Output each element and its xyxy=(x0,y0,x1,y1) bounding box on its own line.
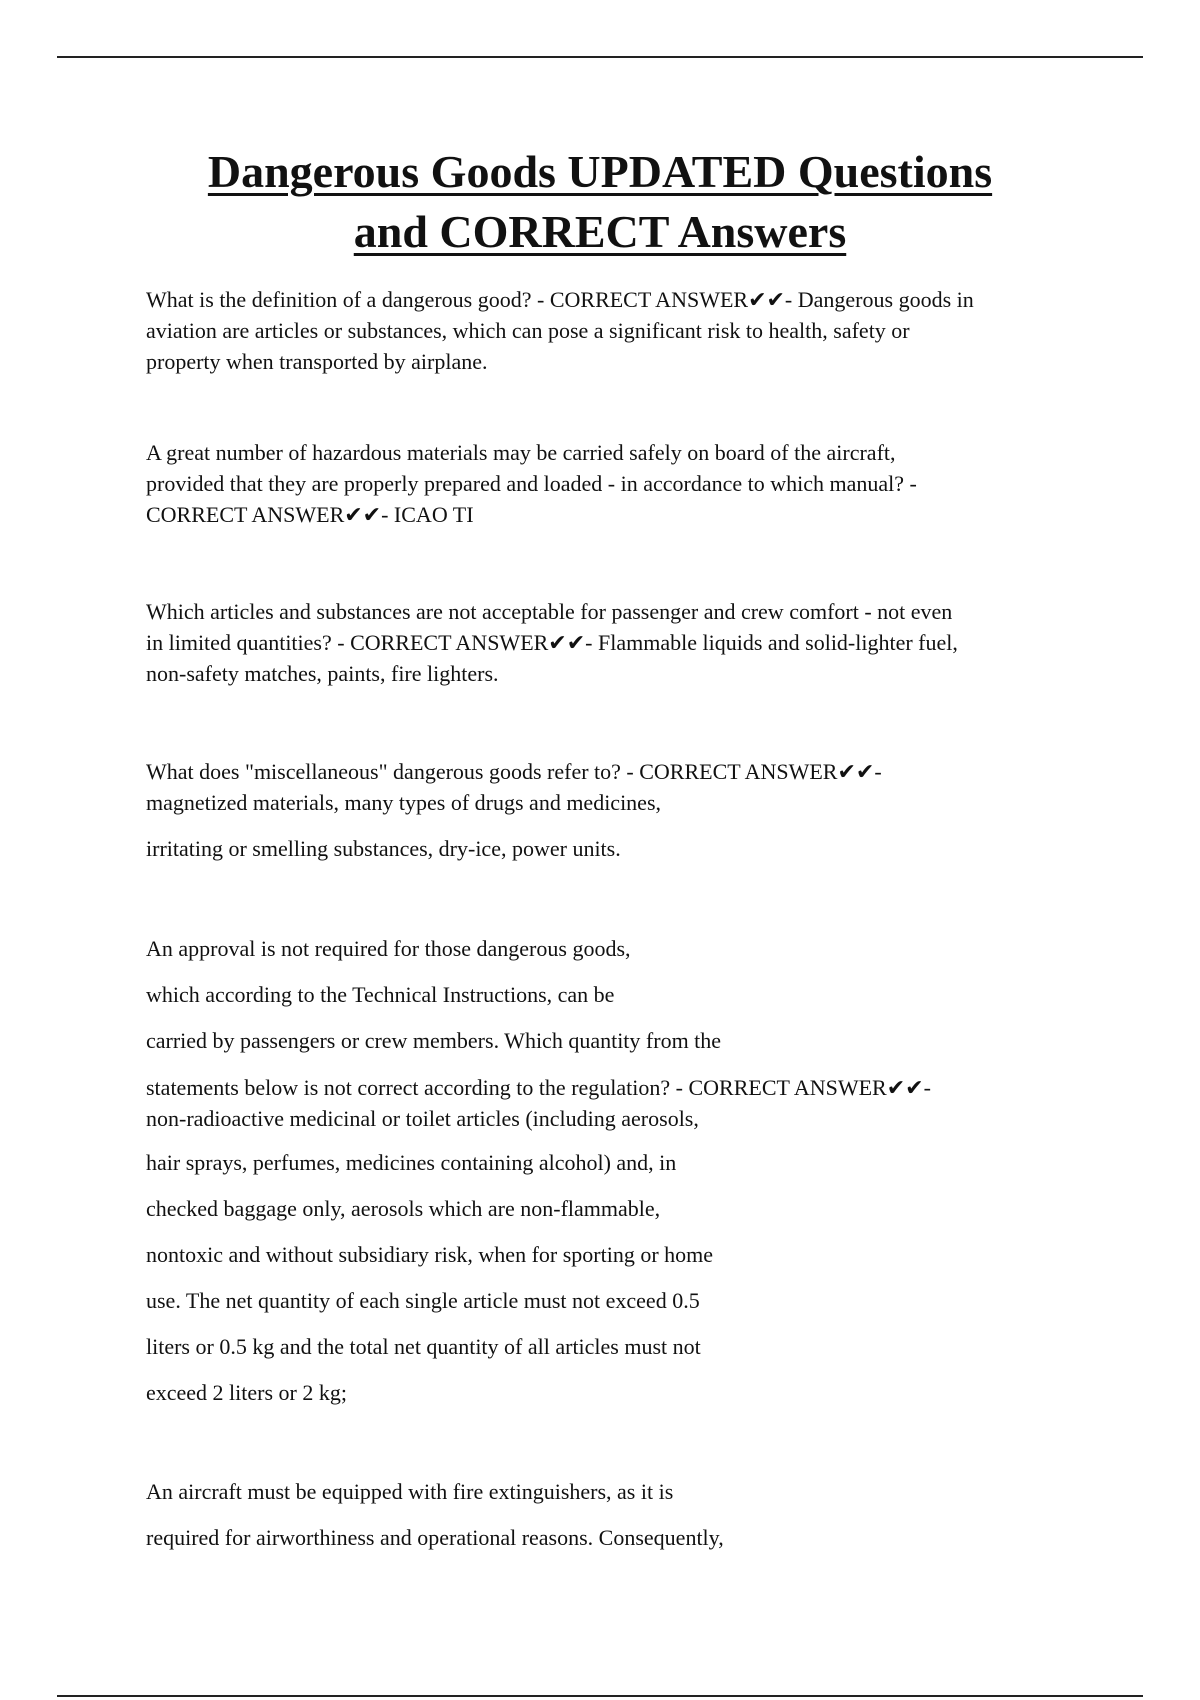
title-line-1: Dangerous Goods UPDATED Questions xyxy=(207,146,993,197)
qa-line: Which articles and substances are not acceptable for passenger and crew comfort - not even xyxy=(146,599,953,624)
qa-entry-6 xyxy=(146,1469,1076,1561)
qa-line: aviation are articles or substances, which can pose a significant risk to health, safety or xyxy=(146,318,910,343)
qa-line: non-radioactive medicinal or toilet articles (including aerosols, xyxy=(146,1106,699,1131)
qa-line: liters or 0.5 kg and the total net quantity of all articles must not xyxy=(146,1334,701,1359)
qa-line: irritating or smelling substances, dry-ice, power units. xyxy=(146,836,621,861)
qa-line: statements below is not correct according to the regulation? - CORRECT ANSWER✔✔- xyxy=(146,1075,931,1100)
qa-entry-3 xyxy=(146,596,1076,689)
qa-entry-4 xyxy=(146,756,1076,864)
qa-line: hair sprays, perfumes, medicines containing alcohol) and, in xyxy=(146,1150,677,1175)
qa-entry-2 xyxy=(146,437,1076,530)
qa-line: An aircraft must be equipped with fire extinguishers, as it is xyxy=(146,1479,674,1504)
qa-line: What does "miscellaneous" dangerous goods refer to? - CORRECT ANSWER✔✔- xyxy=(146,759,882,784)
qa-line: checked baggage only, aerosols which are non-flammable, xyxy=(146,1196,661,1221)
qa-line: non-safety matches, paints, fire lighters. xyxy=(146,661,499,686)
qa-line: exceed 2 liters or 2 kg; xyxy=(146,1380,347,1405)
qa-line: provided that they are properly prepared and loaded - in accordance to which manual? - xyxy=(146,471,917,496)
qa-line: What is the definition of a dangerous good? - CORRECT ANSWER✔✔- Dangerous goods in xyxy=(146,287,974,312)
qa-line: nontoxic and without subsidiary risk, when for sporting or home xyxy=(146,1242,714,1267)
qa-line: carried by passengers or crew members. Which quantity from the xyxy=(146,1028,722,1053)
title-line-2: and CORRECT Answers xyxy=(353,206,847,257)
qa-line: use. The net quantity of each single article must not exceed 0.5 xyxy=(146,1288,700,1313)
qa-line: in limited quantities? - CORRECT ANSWER✔✔- Flammable liquids and solid-lighter fuel, xyxy=(146,630,958,655)
qa-line: magnetized materials, many types of drugs and medicines, xyxy=(146,790,662,815)
qa-line: An approval is not required for those dangerous goods, xyxy=(146,936,631,961)
page-top-rule xyxy=(57,56,1143,58)
qa-entry-1 xyxy=(146,284,1076,377)
page-bottom-rule xyxy=(57,1695,1143,1697)
qa-line: property when transported by airplane. xyxy=(146,349,488,374)
qa-line: CORRECT ANSWER✔✔- ICAO TI xyxy=(146,502,474,527)
document-title xyxy=(100,142,1100,262)
qa-line: which according to the Technical Instructions, can be xyxy=(146,982,615,1007)
qa-line: required for airworthiness and operational reasons. Consequently, xyxy=(146,1525,724,1550)
qa-entry-5 xyxy=(146,926,1076,1416)
qa-line: A great number of hazardous materials may be carried safely on board of the aircraft, xyxy=(146,440,896,465)
